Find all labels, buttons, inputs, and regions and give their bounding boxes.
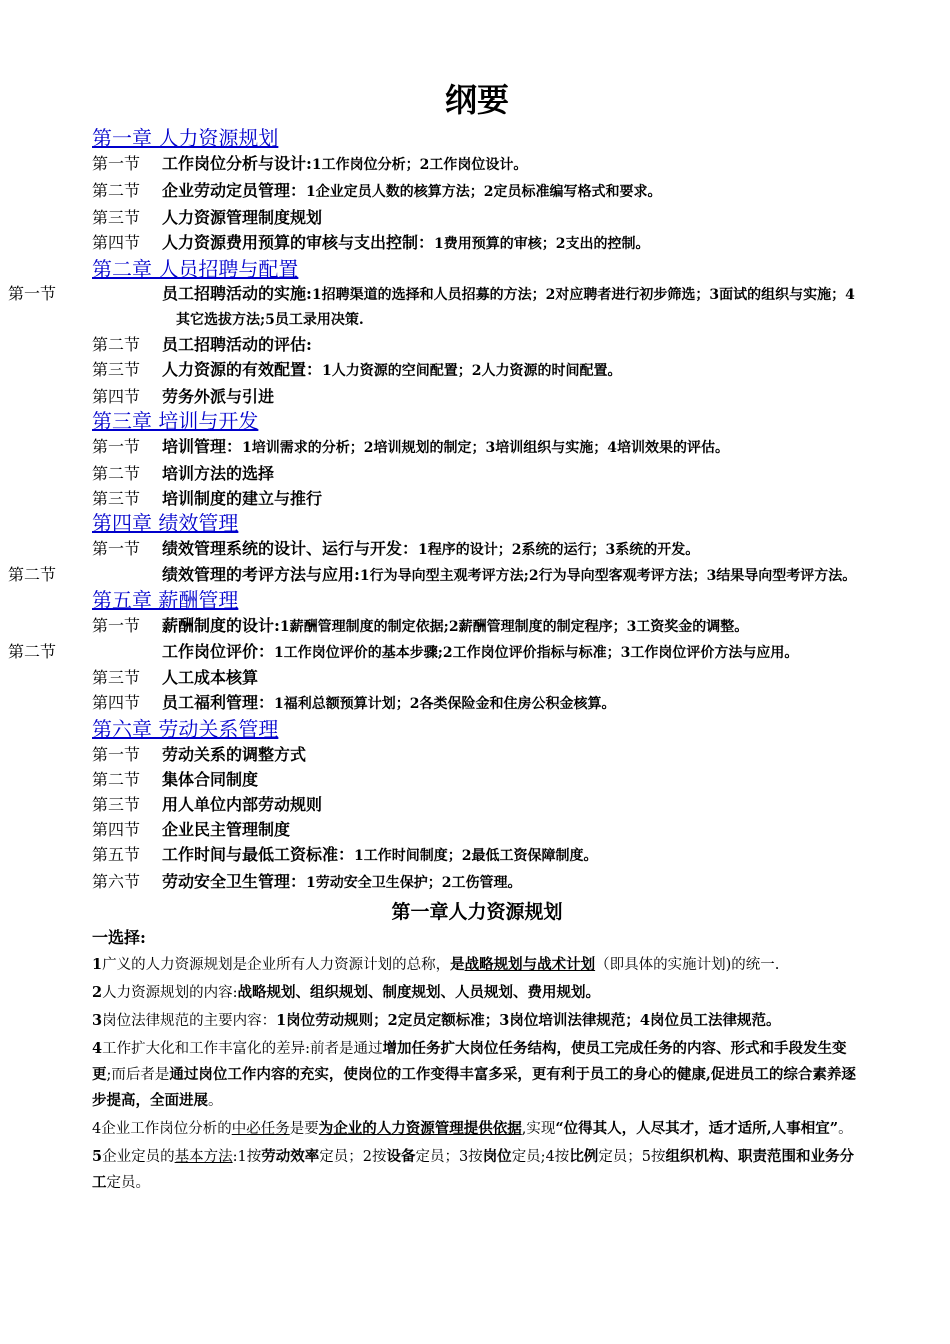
section-label: 第一节: [92, 154, 141, 173]
question-4: [92, 1036, 862, 1114]
section-heading: 员工福利管理：: [162, 693, 275, 712]
question-bold: 劳动效率: [261, 1148, 320, 1165]
section-item: [92, 332, 862, 357]
question-bold: 设备: [386, 1148, 416, 1165]
section-heading: 劳动关系的调整方式: [162, 745, 307, 764]
section-item: [92, 665, 862, 690]
question-text: ;而后者是: [106, 1067, 170, 1083]
document-page: [8, 78, 862, 1198]
question-bold: “位得其人，人尽其才，适才适所,人事相宜”: [555, 1120, 839, 1137]
section-detail: 1程序的设计；2系统的运行；3系统的开发。: [418, 542, 700, 558]
section-label: 第二节: [8, 642, 57, 661]
section-item: [92, 613, 862, 640]
section-item: [92, 767, 862, 792]
section-item: [92, 486, 862, 511]
chapter-link[interactable]: 第二章 人员招聘与配置: [92, 257, 299, 281]
section-detail: 1工作岗位分析；2工作岗位设计。: [311, 157, 528, 173]
section-label: 第四节: [92, 693, 141, 712]
section-label: 第一节: [8, 284, 57, 303]
section-detail: 1行为导向型主观考评方法;2行为导向型客观考评方法；3结果导向型考评方法。: [359, 568, 857, 584]
question-bold: 组织机构、职责范围和业务分工: [92, 1148, 855, 1191]
section-heading: 人工成本核算: [162, 668, 259, 687]
question-text: 。: [208, 1093, 223, 1109]
question-number: 2: [92, 984, 103, 1001]
section-label: 第四节: [92, 387, 141, 406]
question-text: 人力资源规划的内容:: [102, 985, 238, 1001]
chapter-link[interactable]: 第一章 人力资源规划: [92, 126, 279, 150]
section-item: [92, 434, 862, 461]
question-text: 企业定员的: [102, 1149, 175, 1165]
question-underline: 中必任务: [231, 1121, 290, 1137]
section-label: 第三节: [92, 208, 141, 227]
section-label: 第三节: [92, 668, 141, 687]
section-heading: 工作时间与最低工资标准：: [162, 845, 355, 864]
question-text: 。: [838, 1121, 853, 1137]
section-item: [8, 640, 862, 665]
section-label: 第四节: [92, 820, 141, 839]
section-label: 第二节: [92, 770, 141, 789]
question-text: 定员；2按: [319, 1149, 387, 1165]
section-label: 第二节: [92, 464, 141, 483]
chapter-link[interactable]: 第五章 薪酬管理: [92, 588, 239, 612]
section-heading: 培训制度的建立与推行: [162, 489, 323, 508]
question-text: 广义的人力资源规划是企业所有人力资源计划的总称，: [102, 957, 451, 973]
section-heading: 劳务外派与引进: [162, 387, 275, 406]
question-3: [92, 1008, 862, 1034]
chapter-link[interactable]: 第三章 培训与开发: [92, 409, 259, 433]
section-label: 第五节: [92, 845, 141, 864]
section-item: [92, 384, 862, 409]
section-detail: 1工作岗位评价的基本步骤;2工作岗位评价指标与标准；3工作岗位评价方法与应用。: [274, 645, 799, 661]
doc-title: 纲要: [444, 81, 509, 119]
section-label: 第三节: [92, 360, 141, 379]
section-label: 第二节: [92, 181, 141, 200]
section-label: 第一节: [92, 539, 141, 558]
question-bold-underline: 为企业的人力资源管理提供依据: [318, 1120, 522, 1137]
section-heading: 员工招聘活动的实施:: [162, 284, 312, 303]
section-item: [92, 357, 862, 384]
section-heading: 工作岗位分析与设计:: [162, 154, 312, 173]
section-detail: 1人力资源的空间配置；2人力资源的时间配置。: [322, 363, 622, 379]
question-number: 4: [92, 1040, 103, 1057]
section-detail: 1培训需求的分析；2培训规划的制定；3培训组织与实施；4培训效果的评估。: [242, 440, 729, 456]
question-2: [92, 980, 862, 1006]
section-heading: 人力资源管理制度规划: [162, 208, 323, 227]
outline: [8, 126, 862, 896]
section-label: 第二节: [92, 335, 141, 354]
section-item: [92, 869, 862, 896]
section-item: [92, 205, 862, 230]
question-text: （即具体的实施计划)的统一.: [595, 957, 780, 973]
section-label: 第六节: [92, 872, 141, 891]
question-bold: 战略规划、组织规划、制度规划、人员规划、费用规划。: [237, 984, 600, 1001]
section-item: [92, 151, 862, 178]
section-item: [92, 842, 862, 869]
section-label: 第一节: [92, 616, 141, 635]
section-heading: 劳动安全卫生管理：: [162, 872, 307, 891]
section-label: 第二节: [8, 565, 57, 584]
section-label: 第一节: [92, 745, 141, 764]
section-item: [92, 742, 862, 767]
question-number: 5: [92, 1148, 103, 1165]
question-bold: 通过岗位工作内容的充实，使岗位的工作变得丰富多采，更有利于员工的身心的健康,促进员工的综合素养逐步提高，全面进展: [92, 1066, 856, 1109]
section-item: [8, 282, 862, 332]
question-text: 是要: [289, 1121, 319, 1137]
question-text: 企业工作岗位分析的: [101, 1121, 232, 1137]
section-detail: 1企业定员人数的核算方法；2定员标准编写格式和要求。: [306, 184, 662, 200]
section-label: 第一节: [92, 437, 141, 456]
section-item: [92, 178, 862, 205]
section-heading: 薪酬制度的设计:: [162, 616, 280, 635]
section-item: [92, 690, 862, 717]
section-detail: 1劳动安全卫生保护；2工伤管理。: [306, 875, 522, 891]
question-text: 工作扩大化和工作丰富化的差异:前者是通过: [102, 1041, 383, 1057]
question-number: 3: [92, 1012, 103, 1029]
question-6: [92, 1144, 862, 1196]
question-underline: 战略规划与战术计划: [464, 956, 596, 973]
chapter-link[interactable]: 第六章 劳动关系管理: [92, 717, 279, 741]
question-text: 定员。: [106, 1175, 150, 1191]
chapter-link[interactable]: 第四章 绩效管理: [92, 511, 239, 535]
selection-heading: 一选择:: [92, 928, 146, 947]
section-label: 第三节: [92, 489, 141, 508]
question-text: 定员；5按: [598, 1149, 666, 1165]
section-detail: 1费用预算的审核；2支出的控制。: [434, 236, 650, 252]
section-detail: 1招聘渠道的选择和人员招募的方法；2对应聘者进行初步筛选；3面试的组织与实施；4其它选拔方法;5员工录用决策.: [176, 287, 855, 328]
section-heading: 人力资源费用预算的审核与支出控制：: [162, 233, 435, 252]
question-1: [92, 952, 862, 978]
section-heading: 用人单位内部劳动规则: [162, 795, 323, 814]
section-label: 第四节: [92, 233, 141, 252]
question-5: [92, 1116, 862, 1142]
chapter1-title: 第一章人力资源规划: [391, 901, 563, 923]
section-label: 第三节: [92, 795, 141, 814]
section-heading: 绩效管理系统的设计、运行与开发：: [162, 539, 419, 558]
section-detail: 1薪酬管理制度的制定依据;2薪酬管理制度的制定程序；3工资奖金的调整。: [279, 619, 749, 635]
question-text: :1按: [232, 1149, 262, 1165]
section-heading: 企业民主管理制度: [162, 820, 291, 839]
section-item: [92, 461, 862, 486]
question-bold: 增加任务扩大岗位任务结构，使员工完成任务的内容、形式和手段发生变更: [92, 1040, 847, 1083]
section-item: [92, 817, 862, 842]
question-text: 定员;4按: [511, 1149, 570, 1165]
section-heading: 员工招聘活动的评估:: [162, 335, 312, 354]
question-bold: 是: [450, 956, 465, 973]
section-heading: 培训管理：: [162, 437, 243, 456]
section-item: [92, 792, 862, 817]
question-text: 岗位法律规范的主要内容：: [102, 1013, 277, 1029]
question-bold: 比例: [569, 1148, 599, 1165]
question-bold: 岗位: [482, 1148, 512, 1165]
section-heading: 人力资源的有效配置：: [162, 360, 323, 379]
section-item: [92, 230, 862, 257]
section-heading: 集体合同制度: [162, 770, 259, 789]
section-item: [8, 563, 862, 588]
section-heading: 企业劳动定员管理：: [162, 181, 307, 200]
question-number: 1: [92, 956, 103, 973]
section-item: [92, 536, 862, 563]
question-text: 定员；3按: [415, 1149, 483, 1165]
question-text: ,实现: [521, 1121, 556, 1137]
section-heading: 培训方法的选择: [162, 464, 275, 483]
question-underline: 基本方法: [174, 1149, 233, 1165]
question-bold: 1岗位劳动规则；2定员定额标准；3岗位培训法律规范；4岗位员工法律规范。: [276, 1012, 781, 1029]
section-detail: 1福利总额预算计划；2各类保险金和住房公积金核算。: [274, 696, 616, 712]
section-detail: 1工作时间制度；2最低工资保障制度。: [354, 848, 598, 864]
question-number: 4: [92, 1121, 102, 1137]
section-heading: 绩效管理的考评方法与应用:: [162, 565, 360, 584]
section-heading: 工作岗位评价：: [162, 642, 275, 661]
